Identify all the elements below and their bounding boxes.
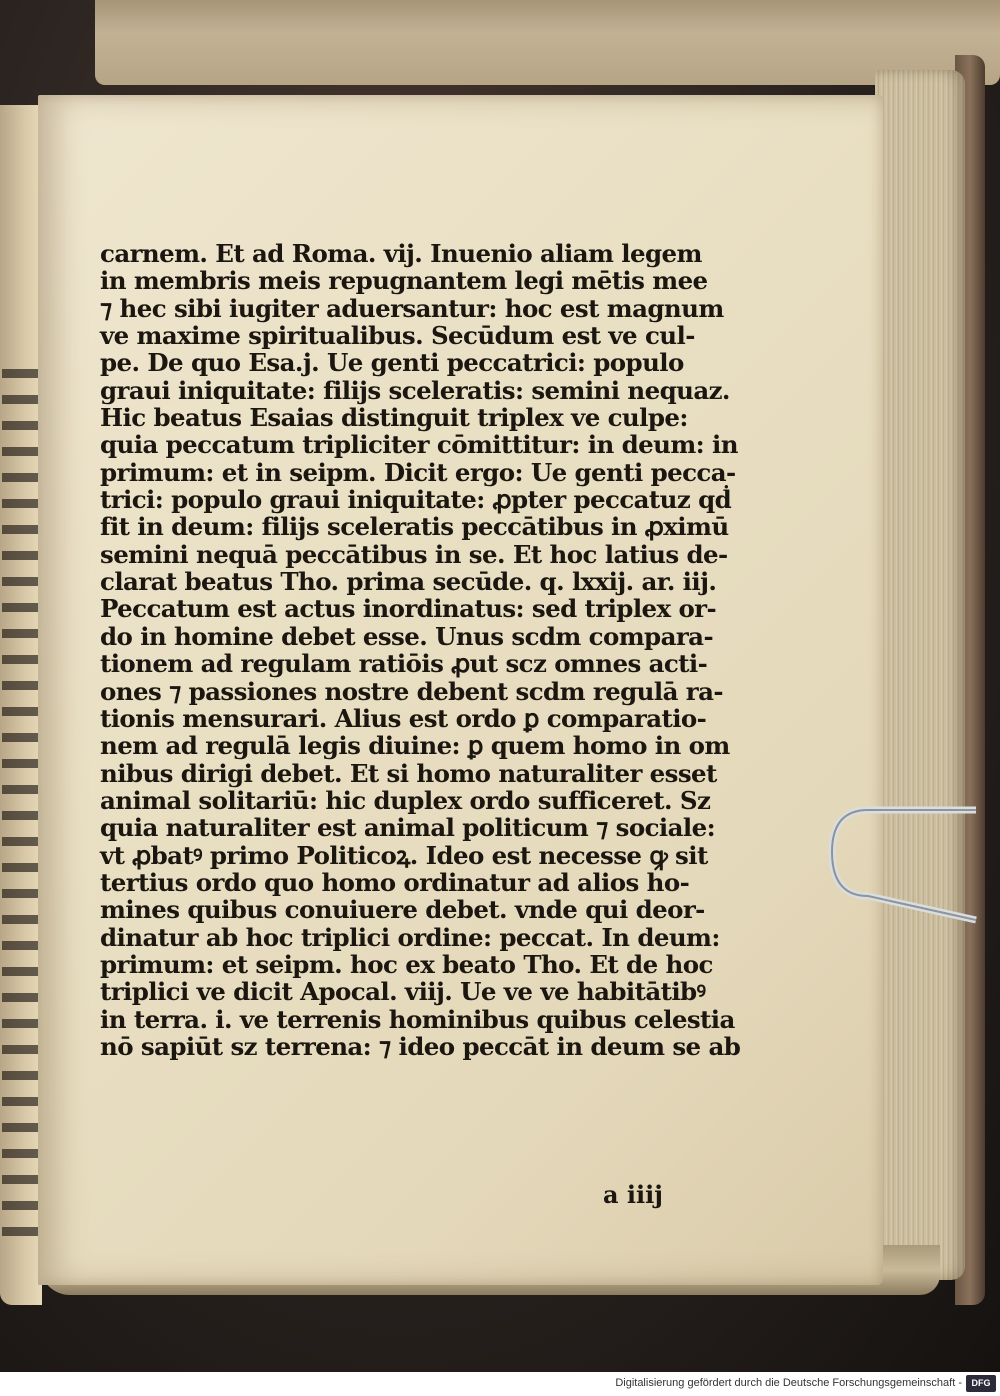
text-line: tertius ordo quo homo ordinatur ad alios ho- <box>100 867 690 897</box>
text-line: tionis mensurari. Alius est ordo ꝑ comparatio- <box>100 703 707 733</box>
text-line: clarat beatus Tho. prima secūde. q. lxxij. ar. iij. <box>100 567 717 597</box>
text-line: nō sapiūt sz terrena: ⁊ ideo peccāt in deum se ab <box>100 1031 741 1061</box>
funding-credit: Digitalisierung gefördert durch die Deutsche Forschungsgemeinschaft - <box>615 1377 962 1389</box>
page-clip-icon <box>828 800 978 930</box>
text-line: primum: et seipm. hoc ex beato Tho. Et de hoc <box>100 949 713 979</box>
text-line: ve maxime spiritualibus. Secūdum est ve cul- <box>100 321 695 351</box>
text-line: mines quibus conuiuere debet. vnde qui deor- <box>100 895 705 925</box>
text-line: vt ꝓbatꝰ primo Politicoꝝ. Ideo est necesse ꝙ sit <box>100 840 708 870</box>
text-line: in terra. i. ve terrenis hominibus quibus celestia <box>100 1004 735 1034</box>
signature-mark: a iiij <box>603 1180 663 1209</box>
text-line: in membris meis repugnantem legi mētis mee <box>100 266 708 296</box>
text-line: Peccatum est actus inordinatus: sed triplex or- <box>100 594 717 624</box>
text-line: fit in deum: filijs sceleratis peccātibus in ꝓximū <box>100 512 729 542</box>
text-line: quia naturaliter est animal politicum ⁊ sociale: <box>100 813 716 843</box>
text-line: ⁊ hec sibi iugiter aduersantur: hoc est magnum <box>100 293 724 323</box>
text-line: animal solitariū: hic duplex ordo sufficeret. Sz <box>100 785 711 815</box>
text-line: nibus dirigi debet. Et si homo naturaliter esset <box>100 758 717 788</box>
book-fore-edge <box>875 70 965 1280</box>
footer-bar <box>0 1372 1000 1396</box>
text-line: carnem. Et ad Roma. vij. Inuenio aliam legem <box>100 239 702 268</box>
text-line: ones ⁊ passiones nostre debent scdm regulā ra- <box>100 676 723 706</box>
dfg-logo: DFG <box>966 1375 996 1392</box>
text-line: semini nequā peccātibus in se. Et hoc latius de- <box>100 539 728 569</box>
book-top-edge <box>95 0 1000 85</box>
text-line: nem ad regulā legis diuine: ꝑ quem homo in om <box>100 731 730 761</box>
page-text-block <box>100 239 741 1061</box>
text-line: trici: populo graui iniquitate: ꝓpter peccatuz qḋ <box>100 485 732 515</box>
text-line: primum: et in seipm. Dicit ergo: Ue genti pecca- <box>100 457 736 487</box>
text-line: pe. De quo Esa.j. Ue genti peccatrici: populo <box>100 348 684 378</box>
text-line: graui iniquitate: filijs sceleratis: semini nequaz. <box>100 375 730 405</box>
text-line: Hic beatus Esaias distinguit triplex ve culpe: <box>100 403 688 433</box>
facing-page <box>0 105 42 1305</box>
text-line: tionem ad regulam ratiōis ꝓut scz omnes acti- <box>100 649 708 679</box>
text-line: do in homine debet esse. Unus scdm compara- <box>100 621 714 651</box>
facing-page-text <box>2 360 40 1240</box>
text-line: dinatur ab hoc triplici ordine: peccat. In deum: <box>100 922 720 952</box>
text-line: quia peccatum tripliciter cōmittitur: in deum: in <box>100 430 738 460</box>
text-line: triplici ve dicit Apocal. viij. Ue ve ve habitātibꝰ <box>100 977 706 1007</box>
